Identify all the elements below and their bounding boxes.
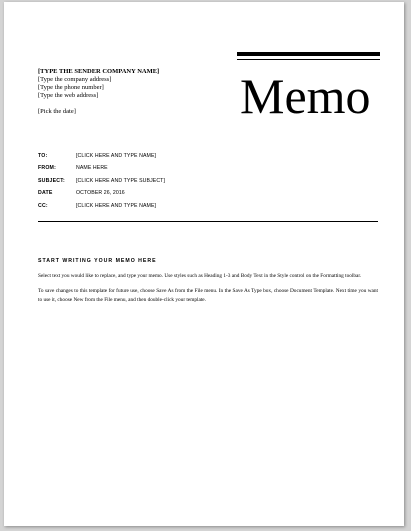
field-label: DATE: [38, 190, 53, 197]
date-picker[interactable]: [Pick the date]: [38, 108, 76, 115]
field-label: SUBJECT:: [38, 177, 65, 184]
field-row-date: [38, 190, 165, 202]
field-row-to: [38, 153, 165, 165]
from-field[interactable]: NAME HERE: [76, 165, 108, 172]
company-web[interactable]: [Type the web address]: [38, 92, 99, 99]
body-heading[interactable]: START WRITING YOUR MEMO HERE: [38, 258, 157, 264]
field-row-from: [38, 165, 165, 177]
subject-field[interactable]: [CLICK HERE AND TYPE SUBJECT]: [76, 177, 165, 184]
field-row-cc: [38, 203, 165, 215]
memo-title: Memo: [240, 68, 371, 124]
memo-page: [4, 2, 404, 526]
header-divider: [38, 221, 378, 222]
sender-block: [38, 68, 159, 100]
title-rule-thick: [237, 52, 380, 56]
body-paragraph-1[interactable]: Select text you would like to replace, and type your memo. Use styles such as Heading 1-3 and Body Text in the Style control on the Formatting toolbar.: [38, 273, 362, 279]
to-field[interactable]: [CLICK HERE AND TYPE NAME]: [76, 153, 157, 159]
date-field[interactable]: OCTOBER 26, 2016: [76, 190, 125, 197]
memo-body: [38, 258, 378, 311]
field-label: FROM:: [38, 165, 56, 172]
company-phone[interactable]: [Type the phone number]: [38, 84, 104, 91]
memo-fields: [38, 153, 165, 215]
company-address[interactable]: [Type the company address]: [38, 76, 112, 83]
title-rule-thin: [237, 59, 380, 60]
company-name[interactable]: [TYPE THE SENDER COMPANY NAME]: [38, 68, 160, 75]
field-row-subject: [38, 178, 165, 190]
field-label: TO:: [38, 153, 48, 159]
body-paragraph-2[interactable]: To save changes to this template for future use, choose Save As from the File menu. In the Save As Type box, choose Document Template. Next time you want to use it, choose New from the File menu, and then double-click your template.: [38, 288, 378, 303]
cc-field[interactable]: [CLICK HERE AND TYPE NAME]: [76, 202, 157, 209]
field-label: CC:: [38, 202, 48, 209]
